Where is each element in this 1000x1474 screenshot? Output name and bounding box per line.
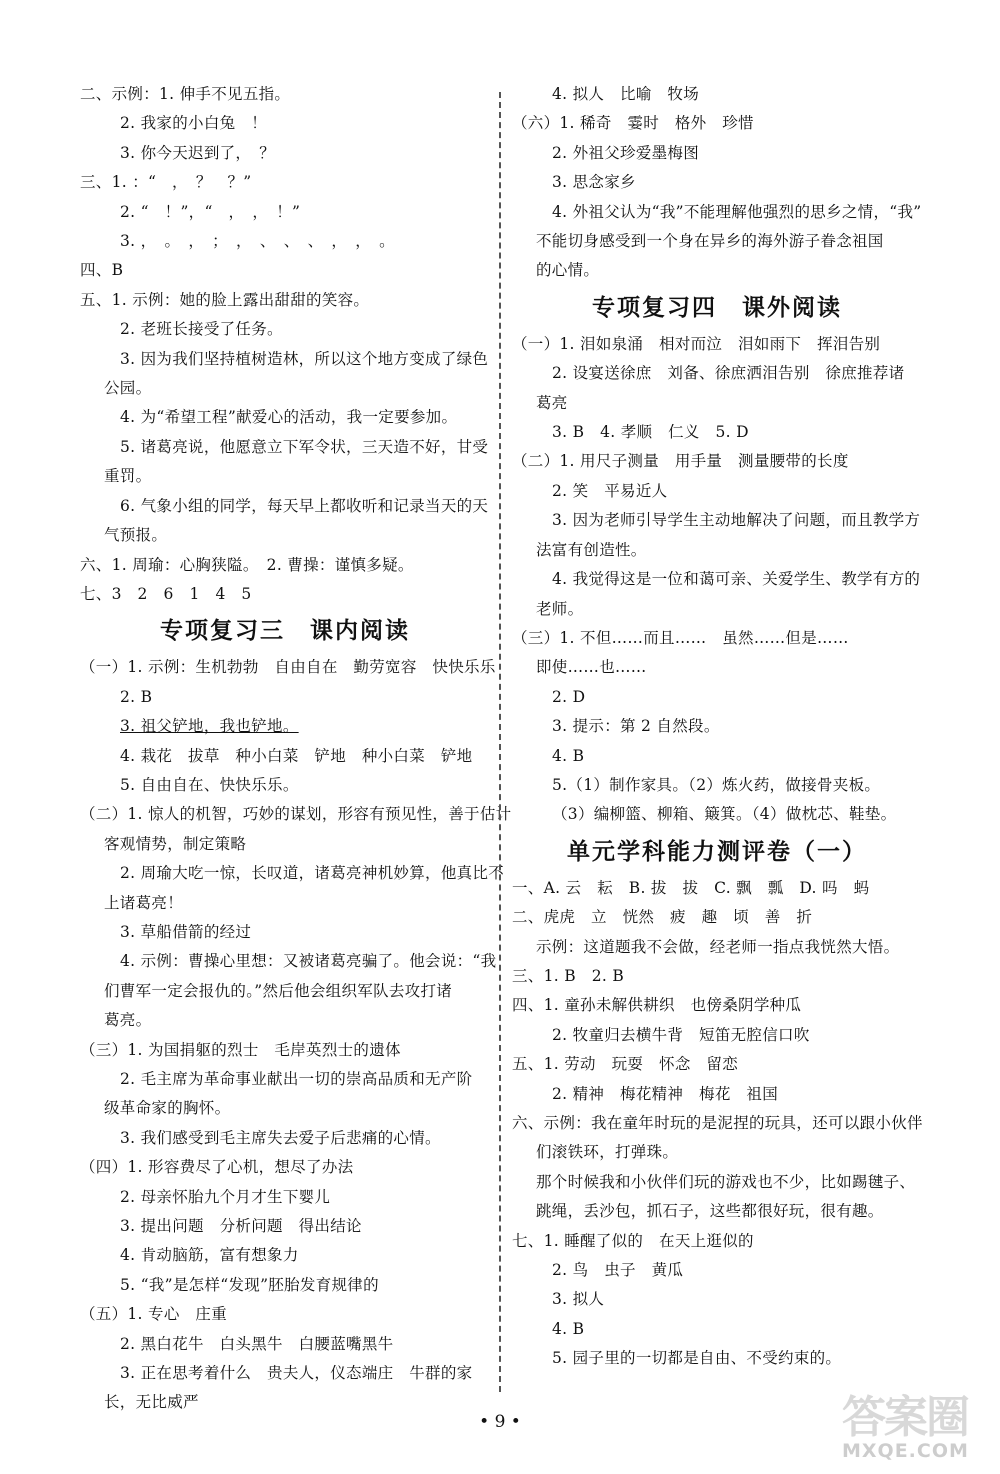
answer-line: 5. 园子里的一切都是自由、不受约束的。 [552, 1349, 842, 1368]
answer-line: 4. 外祖父认为“我”不能理解他强烈的思乡之情，“我” [552, 202, 922, 221]
answer-line: 3. 提出问题 分析问题 得出结论 [120, 1217, 362, 1236]
answer-line: 2. 我家的小白兔 ！ [120, 114, 268, 133]
answer-line: 5.（1）制作家具。（2）炼火药，做接骨夹板。 [552, 775, 881, 794]
section-heading: 单元学科能力测评卷（一） [567, 838, 867, 865]
page-number: • 9 • [479, 1412, 521, 1432]
answer-line: 4. 肯动脑筋，富有想象力 [120, 1246, 299, 1265]
answer-line: 的心情。 [536, 261, 600, 280]
answer-line: 2. 外祖父珍爱墨梅图 [552, 143, 700, 162]
answer-line: （三）1. 为国捐躯的烈士 毛岸英烈士的遗体 [80, 1040, 401, 1059]
answer-line: 4. 拟人 比喻 牧场 [552, 85, 700, 103]
answer-line: 五、1. 示例：她的脸上露出甜甜的笑容。 [80, 290, 370, 309]
answer-line: 客观情势，制定策略 [104, 834, 247, 853]
answer-line: 二、虎虎 立 恍然 疲 趣 顷 善 折 [512, 908, 813, 927]
answer-line: （一）1. 泪如泉涌 相对而泣 泪如雨下 挥泪告别 [512, 334, 881, 353]
answer-line: 那个时候我和小伙伴们玩的游戏也不少，比如踢毽子、 [536, 1172, 916, 1191]
answer-line: 4. 为“希望工程”献爱心的活动，我一定要参加。 [120, 408, 458, 427]
answer-line: （一）1. 示例：生机勃勃 自由自在 勤劳宽容 快快乐乐 [80, 658, 496, 677]
answer-line: 葛亮。 [104, 1011, 152, 1030]
answer-line: 们曹军一定会报仇的。”然后他会组织军队去攻打诸 [104, 981, 453, 1000]
answer-line: 3. 因为我们坚持植树造林，所以这个地方变成了绿色 [120, 349, 489, 368]
answer-line: 4. B [552, 1319, 585, 1338]
answer-line: （二）1. 惊人的机智，巧妙的谋划，形容有预见性，善于估计 [80, 805, 512, 824]
answer-line: 不能切身感受到一个身在异乡的海外游子眷念祖国 [536, 232, 884, 251]
answer-line: 2. 笑 平易近人 [552, 481, 668, 500]
answer-line: 3. ， 。 ， ； ， 、 、 、 ， ， 。 [120, 232, 395, 251]
answer-line: （三）1. 不但……而且…… 虽然……但是…… [512, 628, 849, 647]
answer-line: 6. 气象小组的同学，每天早上都收听和记录当天的天 [120, 496, 489, 515]
answer-line: 四、1. 童孙未解供耕织 也傍桑阴学种瓜 [512, 996, 802, 1015]
answer-line: 四、B [80, 261, 124, 280]
answer-line: 法富有创造性。 [536, 540, 647, 559]
answer-line: 们滚铁环，打弹珠。 [536, 1143, 679, 1162]
answer-line: 2. 周瑜大吃一惊，长叹道，诸葛亮神机妙算，他真比不 [120, 864, 505, 883]
answer-line: 5. “我”是怎样“发现”胚胎发育规律的 [120, 1275, 379, 1294]
answer-line: （四）1. 形容费尽了心机，想尽了办法 [80, 1158, 354, 1177]
answer-line: 一、A. 云 耘 B. 拔 拔 C. 飘 瓢 D. 吗 蚂 [512, 878, 870, 897]
answer-line: 气预报。 [104, 526, 168, 545]
answer-line: 5. 自由自在、快快乐乐。 [120, 775, 299, 794]
answer-line: 即使……也…… [536, 658, 647, 677]
answer-line: 3. 我们感受到毛主席失去爱子后悲痛的心情。 [120, 1128, 441, 1147]
answer-line: 示例：这道题我不会做，经老师一指点我恍然大悟。 [536, 937, 900, 956]
answer-line: 2. 毛主席为革命事业献出一切的崇高品质和无产阶 [120, 1070, 473, 1088]
answer-line: 2. “ ！”，“ ， ， ！” [120, 202, 301, 221]
section-heading: 专项复习三 课内阅读 [160, 618, 410, 645]
answer-line: 3. 提示：第 2 自然段。 [552, 717, 720, 736]
answer-line: （二）1. 用尺子测量 用手量 测量腰带的长度 [512, 452, 849, 471]
watermark-logo [842, 1392, 992, 1468]
answer-line: 六、示例：我在童年时玩的是泥捏的玩具，还可以跟小伙伴 [512, 1114, 923, 1132]
answer-line: 五、1. 劳动 玩耍 怀念 留恋 [512, 1055, 739, 1074]
answer-line: 跳绳，丢沙包，抓石子，这些都很好玩，很有趣。 [536, 1202, 884, 1221]
answer-line: 2. D [552, 687, 586, 706]
answer-line: 2. 牧童归去横牛背 短笛无腔信口吹 [552, 1025, 810, 1044]
answer-line: 3. 思念家乡 [552, 173, 636, 192]
answer-line: 2. B [120, 687, 153, 706]
answer-line: 5. 诸葛亮说，他愿意立下军令状，三天造不好，甘受 [120, 437, 489, 456]
answer-line: （五）1. 专心 庄重 [80, 1305, 228, 1324]
answer-line: 七、1. 睡醒了似的 在天上逛似的 [512, 1231, 754, 1250]
answer-line: 三、1. ：“ ， ？ ？” [80, 173, 252, 192]
answer-line: 3. B 4. 孝顺 仁义 5. D [552, 423, 749, 442]
answer-line: 葛亮 [536, 393, 568, 412]
answer-line: 3. 你今天迟到了， ？ [120, 143, 276, 162]
answer-line: 老师。 [536, 599, 584, 618]
left-column [80, 80, 512, 1418]
answer-line: 上诸葛亮！ [104, 893, 184, 912]
answer-line: 2. 鸟 虫子 黄瓜 [552, 1261, 684, 1280]
answer-line: 三、1. B 2. B [512, 966, 625, 985]
answer-line: 2. 设宴送徐庶 刘备、徐庶洒泪告别 徐庶推荐诸 [552, 364, 905, 383]
answer-line: 七、3 2 6 1 4 5 [80, 584, 252, 603]
answer-line: 3. 因为老师引导学生主动地解决了问题，而且教学方 [552, 511, 921, 530]
watermark-mark: 答案圈 [842, 1392, 968, 1443]
answer-line: 2. 母亲怀胎九个月才生下婴儿 [120, 1187, 331, 1206]
answer-line: 3. 草船借箭的经过 [120, 922, 252, 941]
answer-line: 4. 栽花 拔草 种小白菜 铲地 种小白菜 铲地 [120, 746, 473, 765]
watermark-text: MXQE.COM [842, 1440, 969, 1462]
answer-line: 4. 示例：曹操心里想：又被诸葛亮骗了。他会说：“我 [120, 952, 497, 971]
answer-line: 3. 拟人 [552, 1290, 605, 1309]
answer-line: 级革命家的胸怀。 [104, 1099, 231, 1118]
answer-line: 4. 我觉得这是一位和蔼可亲、关爱学生、教学有方的 [552, 570, 921, 589]
answer-line: 公园。 [104, 379, 152, 398]
answer-line: 2. 精神 梅花精神 梅花 祖国 [552, 1084, 779, 1103]
answer-line: 二、示例：1. 伸手不见五指。 [80, 85, 291, 103]
answer-line: （3）编柳篮、柳箱、簸箕。（4）做枕芯、鞋垫。 [552, 805, 897, 824]
answer-line: 3. 正在思考着什么 贵夫人，仪态端庄 牛群的家 [120, 1364, 473, 1383]
column-divider [499, 92, 501, 1392]
underlined-answer: 3. 祖父铲地，我也铲地。 [120, 717, 299, 736]
answer-line: 重罚。 [104, 467, 152, 486]
answer-line [80, 712, 490, 741]
answer-line: （六）1. 稀奇 霎时 格外 珍惜 [512, 114, 754, 133]
answer-line: 六、1. 周瑜：心胸狭隘。 2. 曹操：谨慎多疑。 [80, 555, 414, 574]
answer-line: 2. 老班长接受了任务。 [120, 320, 283, 339]
answer-line: 2. 黑白花牛 白头黑牛 白腰蓝嘴黑牛 [120, 1334, 394, 1353]
right-column [512, 80, 922, 1374]
answer-line: 长，无比威严 [104, 1393, 199, 1412]
answer-line: 4. B [552, 746, 585, 765]
section-heading: 专项复习四 课外阅读 [592, 294, 842, 321]
